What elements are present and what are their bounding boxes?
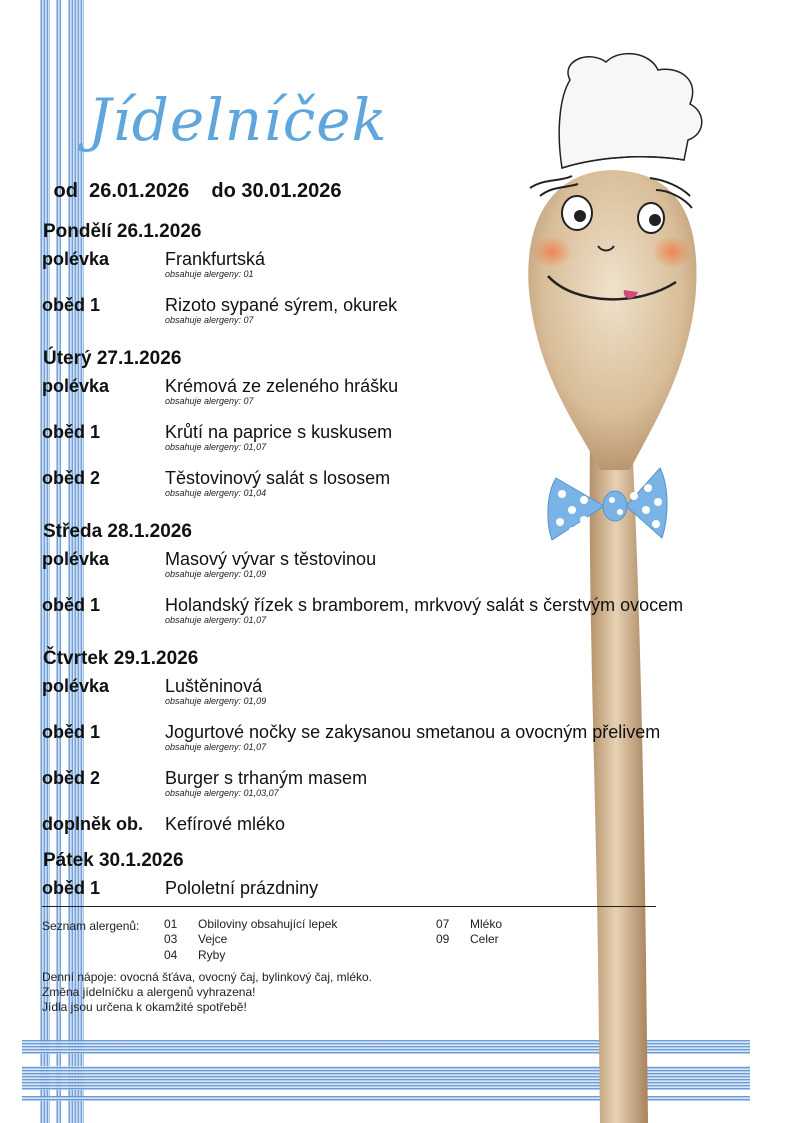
allergen-name: Ryby	[198, 948, 226, 962]
allergen-code: 07	[436, 917, 450, 931]
allergen-code: 04	[164, 948, 178, 962]
spoon-handle	[590, 440, 648, 1123]
footer-note: Jídla jsou určena k okamžité spotřebě!	[42, 1000, 247, 1014]
allergen-code: 09	[436, 932, 450, 946]
cheek-right	[652, 236, 692, 268]
footer-note: Denní nápoje: ovocná šťáva, ovocný čaj, bylinkový čaj, mléko.	[42, 970, 373, 984]
meal-allergens: obsahuje alergeny: 01,04	[165, 488, 267, 498]
meal-dish: Jogurtové nočky se zakysanou smetanou a ovocným přelivem	[165, 722, 661, 742]
divider	[42, 906, 656, 907]
meal-label: polévka	[42, 376, 110, 396]
allergen-name: Vejce	[198, 932, 228, 946]
meal-dish: Frankfurtská	[165, 249, 266, 269]
day-heading: Středa 28.1.2026	[43, 521, 192, 542]
meal-allergens: obsahuje alergeny: 01,07	[165, 442, 267, 452]
meal-label: oběd 1	[42, 422, 101, 442]
meal-label: polévka	[42, 549, 110, 569]
allergen-list-label: Seznam alergenů:	[42, 919, 140, 933]
meal-label: oběd 1	[42, 295, 101, 315]
meal-label: oběd 1	[42, 878, 101, 898]
page-title: Jídelníček	[88, 86, 388, 154]
meal-dish: Pololetní prázdniny	[165, 878, 319, 898]
meal-allergens: obsahuje alergeny: 01,07	[165, 615, 267, 625]
meal-label: oběd 2	[42, 468, 101, 488]
meal-dish: Těstovinový salát s lososem	[165, 468, 391, 488]
allergen-name: Mléko	[470, 917, 503, 931]
meal-dish: Krůtí na paprice s kuskusem	[165, 422, 393, 442]
meal-dish: Burger s trhaným masem	[165, 768, 368, 788]
meal-allergens: obsahuje alergeny: 01,07	[165, 742, 267, 752]
meal-label: doplněk ob.	[42, 814, 143, 834]
day-heading: Čtvrtek 29.1.2026	[43, 648, 199, 669]
allergen-name: Obiloviny obsahující lepek	[198, 917, 338, 931]
meal-label: polévka	[42, 249, 110, 269]
meal-dish: Luštěninová	[165, 676, 263, 696]
allergen-code: 03	[164, 932, 178, 946]
meal-dish: Kefírové mléko	[165, 814, 286, 834]
meal-label: oběd 2	[42, 768, 101, 788]
day-heading: Pondělí 26.1.2026	[43, 221, 202, 242]
allergen-code: 01	[164, 917, 178, 931]
meal-dish: Holandský řízek s bramborem, mrkvový salát s čerstvým ovocem	[165, 595, 684, 615]
meal-label: polévka	[42, 676, 110, 696]
meal-allergens: obsahuje alergeny: 01,03,07	[165, 788, 279, 798]
chef-hat-icon	[559, 54, 702, 168]
meal-allergens: obsahuje alergeny: 01,09	[165, 696, 267, 706]
meal-dish: Rizoto sypané sýrem, okurek	[165, 295, 398, 315]
meal-label: oběd 1	[42, 595, 101, 615]
day-heading: Úterý 27.1.2026	[43, 348, 182, 369]
allergen-name: Celer	[470, 932, 499, 946]
footer-note: Změna jídelníčku a alergenů vyhrazena!	[42, 985, 256, 999]
date-range: od 26.01.2026 do 30.01.2026	[48, 180, 342, 202]
cheek-left	[532, 236, 572, 268]
meal-dish: Krémová ze zeleného hrášku	[165, 376, 399, 396]
meal-allergens: obsahuje alergeny: 07	[165, 315, 254, 325]
meal-allergens: obsahuje alergeny: 07	[165, 396, 254, 406]
meal-label: oběd 1	[42, 722, 101, 742]
meal-dish: Masový vývar s těstovinou	[165, 549, 377, 569]
meal-allergens: obsahuje alergeny: 01	[165, 269, 254, 279]
spoon-bowl	[528, 170, 696, 470]
meal-allergens: obsahuje alergeny: 01,09	[165, 569, 267, 579]
day-heading: Pátek 30.1.2026	[43, 850, 184, 871]
